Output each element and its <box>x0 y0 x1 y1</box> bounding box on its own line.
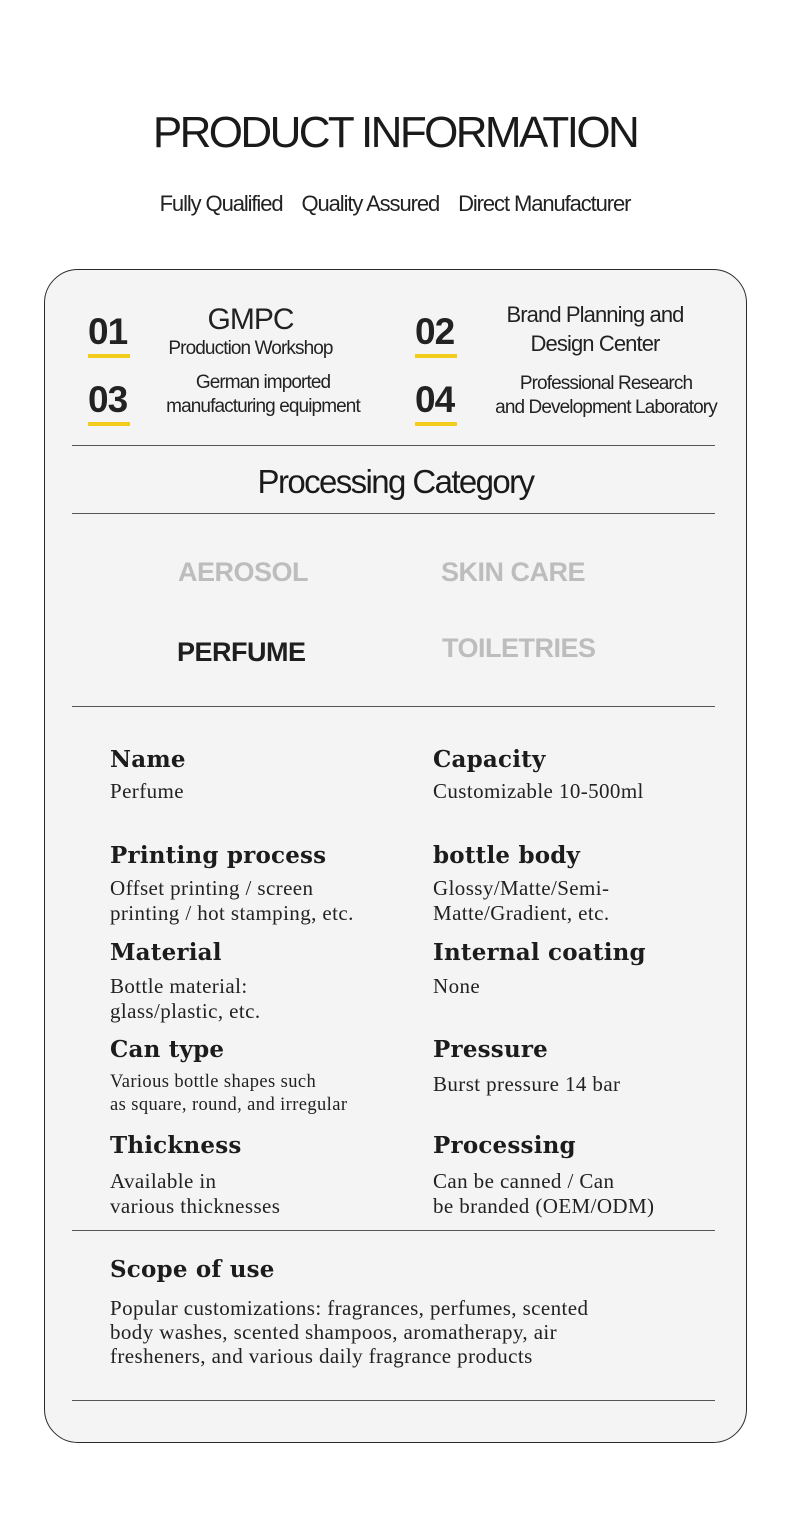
spec-label-printing: Printing process <box>110 842 327 869</box>
feature-gmpc <box>148 303 353 361</box>
tagline-item: Fully Qualified <box>159 191 283 216</box>
category-toiletries[interactable]: TOILETRIES <box>442 633 596 663</box>
spec-label-name: Name <box>110 746 186 773</box>
spec-value-internal-coating: None <box>433 974 481 998</box>
divider <box>72 445 715 446</box>
spec-label-material: Material <box>110 939 222 966</box>
feature-german-equipment: German imported manufacturing equipment <box>166 372 360 417</box>
spec-label-capacity: Capacity <box>433 746 546 773</box>
feature-subtitle: Production Workshop <box>168 338 333 359</box>
divider <box>72 513 715 514</box>
processing-heading: Processing Category <box>257 463 534 500</box>
feature-rd-laboratory: Professional Research and Development Laboratory <box>495 373 717 418</box>
spec-value-processing: Can be canned / Can be branded (OEM/ODM) <box>433 1169 655 1218</box>
spec-value-name: Perfume <box>110 779 184 803</box>
divider <box>72 1230 715 1231</box>
scope-label: Scope of use <box>110 1256 275 1283</box>
page-title: PRODUCT INFORMATION <box>152 108 638 157</box>
spec-value-printing: Offset printing / screen printing / hot stamping, etc. <box>110 876 354 925</box>
tagline-item: Direct Manufacturer <box>458 191 631 216</box>
category-perfume[interactable]: PERFUME <box>177 637 306 667</box>
divider <box>72 706 715 707</box>
spec-label-thickness: Thickness <box>110 1132 242 1159</box>
category-skin-care[interactable]: SKIN CARE <box>441 557 586 587</box>
spec-label-internal-coating: Internal coating <box>433 939 646 966</box>
spec-value-bottle-body: Glossy/Matte/Semi- Matte/Gradient, etc. <box>433 876 610 925</box>
feature-number: 01 <box>88 311 128 352</box>
feature-brand-planning: Brand Planning and Design Center <box>506 302 684 356</box>
scope-value: Popular customizations: fragrances, perfumes, scented body washes, scented shampoos, aromatherapy, air fresheners, and various daily fragrance products <box>110 1296 589 1368</box>
spec-value-thickness: Available in various thicknesses <box>110 1169 281 1218</box>
spec-label-bottle-body: bottle body <box>433 842 581 869</box>
spec-label-can-type: Can type <box>110 1036 225 1063</box>
feature-number: 02 <box>415 311 455 352</box>
tagline-item: Quality Assured <box>301 191 440 216</box>
tagline <box>0 191 790 217</box>
feature-number: 03 <box>88 379 128 420</box>
spec-value-can-type: Various bottle shapes such as square, round, and irregular <box>110 1072 348 1115</box>
spec-value-material: Bottle material: glass/plastic, etc. <box>110 974 261 1023</box>
spec-label-processing: Processing <box>433 1132 576 1159</box>
category-aerosol[interactable]: AEROSOL <box>178 557 309 587</box>
feature-number: 04 <box>415 379 455 420</box>
spec-label-pressure: Pressure <box>433 1036 549 1063</box>
spec-value-capacity: Customizable 10-500ml <box>433 779 644 803</box>
feature-title: GMPC <box>207 303 294 336</box>
spec-value-pressure: Burst pressure 14 bar <box>433 1072 621 1096</box>
divider <box>72 1400 715 1401</box>
